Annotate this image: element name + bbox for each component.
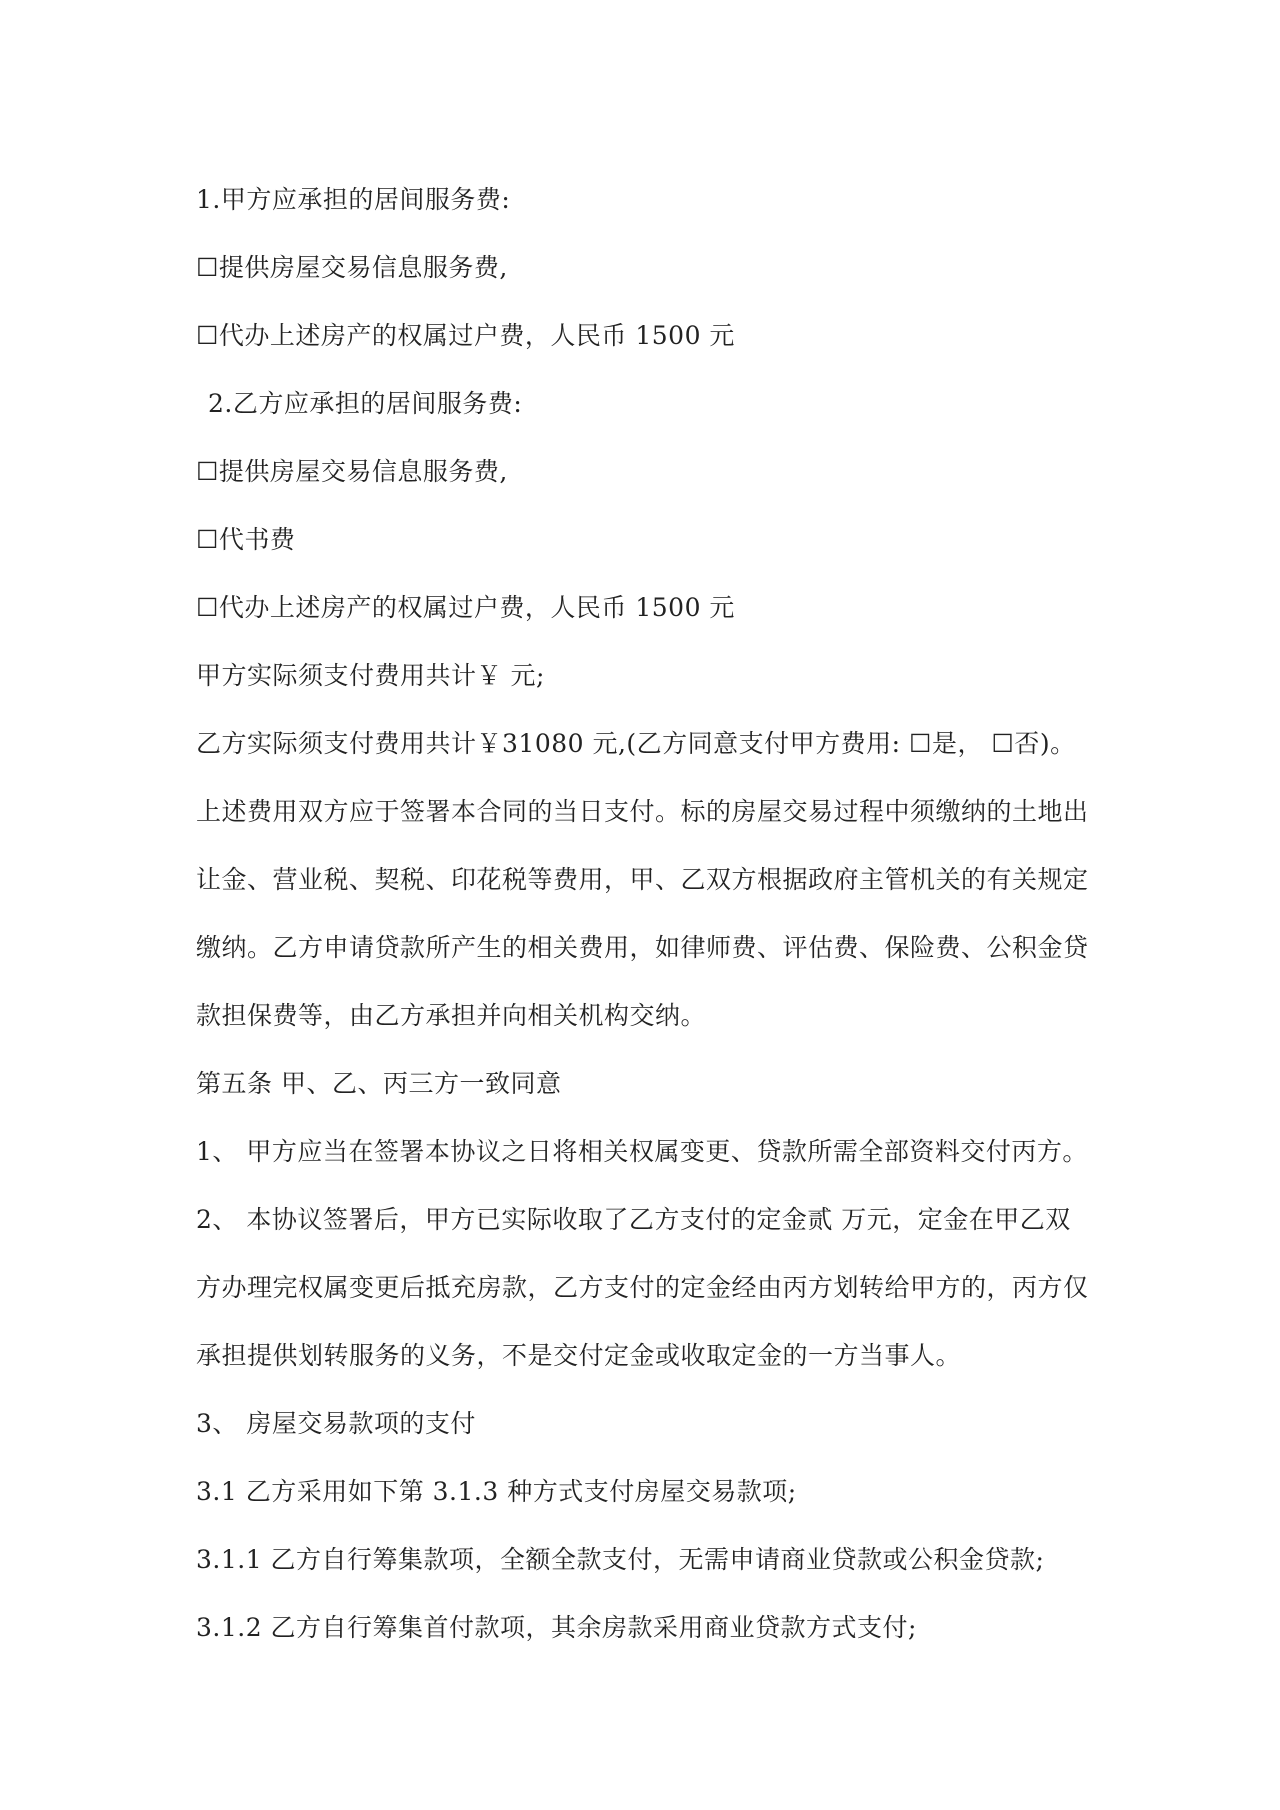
- clause-2-line-1: 2、 本协议签署后，甲方已实际收取了乙方支付的定金贰 万元，定金在甲乙双: [196, 1205, 1071, 1234]
- document-body: [196, 166, 1096, 1662]
- clause-2-line-2: 方办理完权属变更后抵充房款，乙方支付的定金经由丙方划转给甲方的，丙方仅: [196, 1273, 1089, 1302]
- payment-terms-line-3: 缴纳。乙方申请贷款所产生的相关费用，如律师费、评估费、保险费、公积金贷: [196, 933, 1089, 962]
- fee-item-info-service-a: ☐提供房屋交易信息服务费,: [196, 253, 508, 282]
- party-b-total-fee: 乙方实际须支付费用共计￥31080 元,(乙方同意支付甲方费用: ☐是， ☐否)。: [196, 729, 1076, 758]
- clause-3-heading: 3、 房屋交易款项的支付: [196, 1409, 476, 1438]
- clause-3-1-2: 3.1.2 乙方自行筹集首付款项，其余房款采用商业贷款方式支付;: [196, 1613, 917, 1642]
- clause-3-1: 3.1 乙方采用如下第 3.1.3 种方式支付房屋交易款项;: [196, 1477, 797, 1506]
- payment-terms-line-1: 上述费用双方应于签署本合同的当日支付。标的房屋交易过程中须缴纳的土地出: [196, 797, 1089, 826]
- clause-1: 1、 甲方应当在签署本协议之日将相关权属变更、贷款所需全部资料交付丙方。: [196, 1137, 1088, 1166]
- fee-item-transfer-a: ☐代办上述房产的权属过户费，人民币 1500 元: [196, 321, 735, 350]
- payment-terms-line-2: 让金、营业税、契税、印花税等费用，甲、乙双方根据政府主管机关的有关规定: [196, 865, 1089, 894]
- fee-item-info-service-b: ☐提供房屋交易信息服务费,: [196, 457, 508, 486]
- fee-heading-party-b: 2.乙方应承担的居间服务费:: [208, 389, 523, 418]
- fee-item-drafting-b: ☐代书费: [196, 525, 296, 554]
- clause-3-1-1: 3.1.1 乙方自行筹集款项，全额全款支付，无需申请商业贷款或公积金贷款;: [196, 1545, 1045, 1574]
- fee-heading-party-a: 1.甲方应承担的居间服务费:: [196, 185, 511, 214]
- fee-item-transfer-b: ☐代办上述房产的权属过户费，人民币 1500 元: [196, 593, 735, 622]
- clause-2-line-3: 承担提供划转服务的义务，不是交付定金或收取定金的一方当事人。: [196, 1341, 962, 1370]
- payment-terms-line-4: 款担保费等，由乙方承担并向相关机构交纳。: [196, 1001, 707, 1030]
- party-a-total-fee: 甲方实际须支付费用共计￥ 元;: [196, 661, 545, 690]
- article-five-heading: 第五条 甲、乙、丙三方一致同意: [196, 1069, 562, 1098]
